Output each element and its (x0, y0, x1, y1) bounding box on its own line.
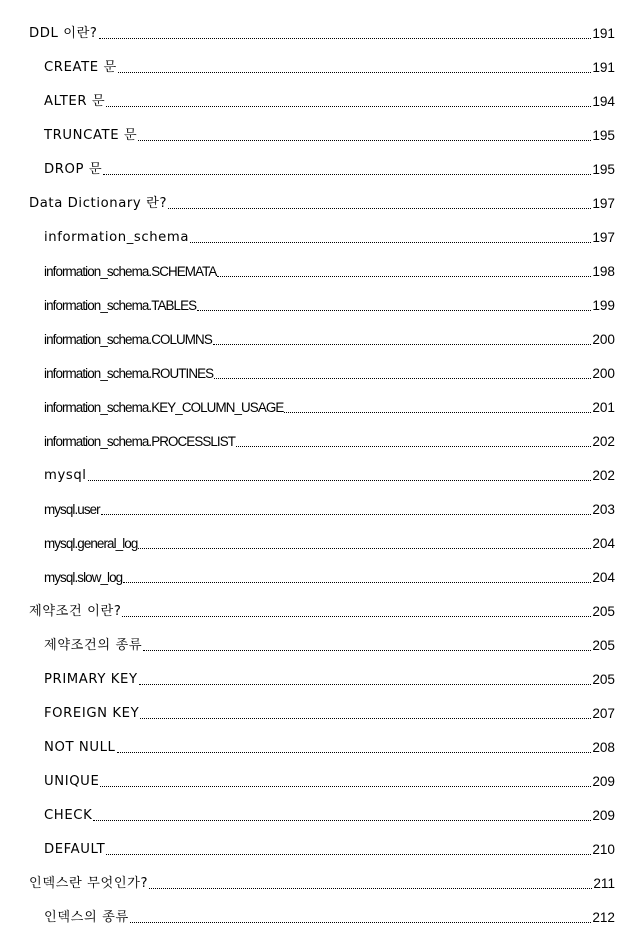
toc-entry-title: information_schema.KEY_COLUMN_USAGE (44, 400, 284, 415)
toc-entry[interactable] (44, 834, 615, 858)
toc-entry[interactable] (44, 698, 615, 722)
toc-entry-title: information_schema (44, 230, 190, 245)
toc-entry[interactable] (29, 188, 615, 212)
toc-dot-leader (213, 343, 591, 345)
toc-entry-page-number: 201 (592, 400, 615, 415)
toc-dot-leader (100, 785, 591, 787)
toc-entry[interactable] (44, 222, 615, 246)
toc-dot-leader (138, 547, 591, 549)
toc-entry-title: CREATE 문 (44, 60, 117, 75)
toc-entry-title: TRUNCATE 문 (44, 128, 138, 143)
toc-entry[interactable] (44, 256, 615, 280)
toc-entry-page-number: 204 (592, 536, 615, 551)
toc-entry-title: information_schema.TABLES (44, 298, 197, 313)
toc-entry[interactable] (44, 800, 615, 824)
toc-dot-leader (106, 105, 591, 107)
toc-entry-title: mysql.user (44, 502, 100, 517)
toc-entry-title: mysql.slow_log (44, 570, 123, 585)
toc-entry-page-number: 203 (592, 502, 615, 517)
toc-dot-leader (149, 887, 592, 889)
toc-entry-page-number: 208 (592, 740, 615, 755)
toc-dot-leader (139, 683, 592, 685)
toc-dot-leader (190, 241, 591, 243)
toc-entry[interactable] (44, 562, 615, 586)
toc-entry[interactable] (44, 732, 615, 756)
toc-entry-page-number: 205 (592, 638, 615, 653)
toc-entry[interactable] (29, 868, 615, 892)
toc-entry[interactable] (44, 766, 615, 790)
toc-entry-page-number: 202 (592, 468, 615, 483)
toc-entry-page-number: 191 (592, 60, 615, 75)
toc-entry-page-number: 200 (592, 366, 615, 381)
toc-entry-title: NOT NULL (44, 740, 116, 755)
toc-entry[interactable] (44, 86, 615, 110)
toc-dot-leader (123, 581, 591, 583)
toc-entry-title: CHECK (44, 808, 93, 823)
toc-entry[interactable] (44, 324, 615, 348)
toc-dot-leader (88, 479, 592, 481)
toc-entry-title: information_schema.COLUMNS (44, 332, 212, 347)
toc-entry-page-number: 204 (592, 570, 615, 585)
toc-entry-title: 제약조건 이란? (29, 604, 122, 619)
toc-dot-leader (99, 37, 592, 39)
toc-dot-leader (118, 71, 591, 73)
toc-entry-page-number: 209 (592, 774, 615, 789)
toc-dot-leader (101, 513, 592, 515)
toc-entry[interactable] (44, 664, 615, 688)
toc-dot-leader (93, 819, 591, 821)
toc-entry[interactable] (44, 460, 615, 484)
toc-entry-page-number: 197 (592, 230, 615, 245)
toc-entry-title: ALTER 문 (44, 94, 106, 109)
toc-dot-leader (140, 717, 591, 719)
toc-entry[interactable] (29, 596, 615, 620)
toc-dot-leader (197, 309, 591, 311)
toc-entry[interactable] (44, 494, 615, 518)
toc-entry-title: DROP 문 (44, 162, 103, 177)
toc-entry-title: DEFAULT (44, 842, 106, 857)
toc-entry-title: 인덱스의 종류 (44, 910, 129, 925)
toc-entry-title: UNIQUE (44, 774, 100, 789)
toc-entry[interactable] (44, 426, 615, 450)
toc-entry[interactable] (44, 290, 615, 314)
toc-entry[interactable] (44, 528, 615, 552)
toc-entry-page-number: 207 (592, 706, 615, 721)
toc-entry-page-number: 209 (592, 808, 615, 823)
toc-entry-page-number: 211 (593, 876, 615, 891)
toc-entry-page-number: 205 (592, 672, 615, 687)
toc-entry[interactable] (44, 358, 615, 382)
toc-entry-page-number: 210 (592, 842, 615, 857)
toc-dot-leader (214, 377, 591, 379)
toc-entry-title: mysql.general_log (44, 536, 138, 551)
toc-entry-page-number: 199 (592, 298, 615, 313)
toc-dot-leader (138, 139, 591, 141)
toc-dot-leader (103, 173, 591, 175)
toc-entry-title: PRIMARY KEY (44, 672, 138, 687)
toc-entry-title: DDL 이란? (29, 26, 98, 41)
toc-entry-title: information_schema.SCHEMATA (44, 264, 217, 279)
toc-entry[interactable] (44, 120, 615, 144)
toc-entry-title: FOREIGN KEY (44, 706, 140, 721)
toc-entry-title: Data Dictionary 란? (29, 196, 168, 211)
toc-entry-title: mysql (44, 468, 87, 483)
toc-dot-leader (217, 275, 591, 277)
toc-entry-page-number: 197 (592, 196, 615, 211)
toc-entry[interactable] (44, 630, 615, 654)
toc-entry-page-number: 200 (592, 332, 615, 347)
toc-entry-title: information_schema.ROUTINES (44, 366, 214, 381)
toc-entry-page-number: 198 (592, 264, 615, 279)
toc-entry-page-number: 195 (592, 162, 615, 177)
toc-entry-page-number: 212 (592, 910, 615, 925)
toc-entry[interactable] (44, 52, 615, 76)
toc-entry-title: 제약조건의 종류 (44, 638, 143, 653)
toc-entry[interactable] (44, 392, 615, 416)
toc-entry[interactable] (44, 902, 615, 926)
toc-entry-page-number: 194 (592, 94, 615, 109)
toc-dot-leader (122, 615, 591, 617)
toc-entry[interactable] (29, 18, 615, 42)
toc-dot-leader (236, 445, 591, 447)
toc-entry-page-number: 195 (592, 128, 615, 143)
toc-dot-leader (284, 411, 591, 413)
toc-dot-leader (117, 751, 592, 753)
toc-entry-page-number: 205 (592, 604, 615, 619)
toc-entry-title: 인덱스란 무엇인가? (29, 876, 149, 891)
toc-entry-page-number: 191 (592, 26, 615, 41)
toc-dot-leader (106, 853, 591, 855)
toc-dot-leader (143, 649, 591, 651)
toc-dot-leader (168, 207, 591, 209)
toc-dot-leader (130, 921, 591, 923)
toc-entry-page-number: 202 (592, 434, 615, 449)
toc-entry-title: information_schema.PROCESSLIST (44, 434, 236, 449)
toc-entry[interactable] (44, 154, 615, 178)
